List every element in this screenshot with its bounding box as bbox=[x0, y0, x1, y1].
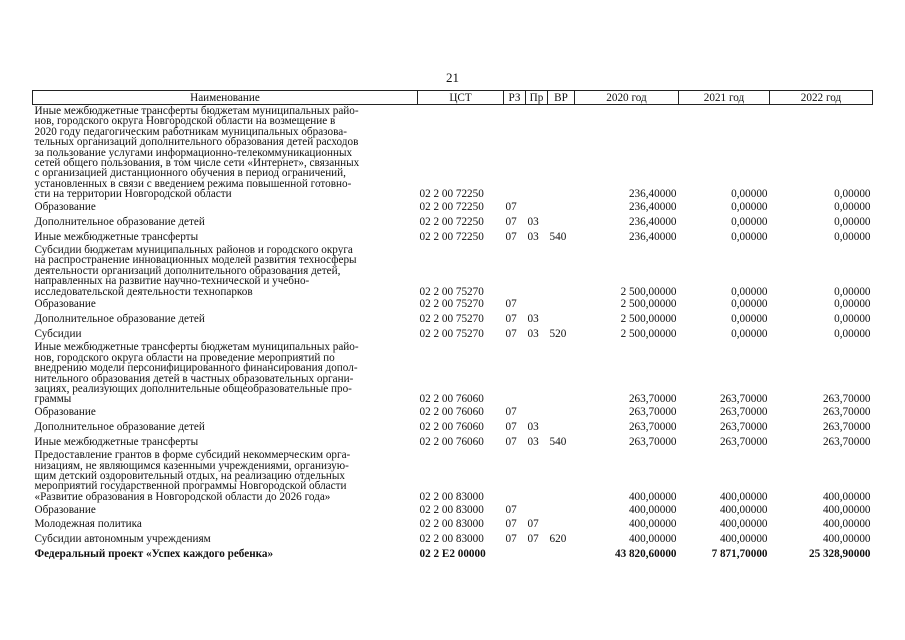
cell-2021: 400,00000 bbox=[719, 490, 768, 503]
table-row bbox=[33, 327, 873, 342]
cell-vr bbox=[548, 449, 575, 502]
cell-cst: 02 2 00 75270 bbox=[419, 285, 484, 298]
cell-cst: 02 2 E2 00000 bbox=[419, 547, 486, 560]
cell-pr: 03 bbox=[527, 313, 539, 326]
budget-table bbox=[32, 90, 873, 561]
cell-2022: 263,70000 bbox=[822, 393, 871, 406]
cell-2022: 0,00000 bbox=[834, 327, 871, 340]
table-row bbox=[33, 200, 873, 215]
cell-pr: 03 bbox=[527, 215, 539, 228]
name-line: Образование bbox=[34, 298, 96, 311]
cell-rz bbox=[504, 449, 526, 502]
cell-vr bbox=[548, 244, 575, 297]
cell-2020: 400,00000 bbox=[628, 503, 677, 516]
cell-2021: 0,00000 bbox=[731, 285, 768, 298]
cell-pr bbox=[526, 547, 548, 562]
cell-pr: 03 bbox=[527, 435, 539, 448]
cell-2021: 0,00000 bbox=[731, 201, 768, 214]
cell-2022: 0,00000 bbox=[834, 201, 871, 214]
name-line: Дополнительное образование детей bbox=[34, 420, 205, 433]
cell-2021: 263,70000 bbox=[719, 435, 768, 448]
cell-rz bbox=[504, 105, 526, 200]
cell-rz: 07 bbox=[505, 503, 517, 516]
name-line: деятельности организаций дополнительного образования детей, bbox=[34, 264, 341, 277]
cell-name bbox=[33, 214, 418, 229]
name-line: низациям, не являющимся казенными учреждениями, организую- bbox=[34, 459, 349, 472]
name-line: с организацией дистанционного обучения в период ограничений, bbox=[34, 167, 346, 180]
table-row bbox=[33, 434, 873, 449]
table-row bbox=[33, 297, 873, 312]
cell-name bbox=[33, 502, 418, 517]
cell-vr: 540 bbox=[549, 230, 567, 243]
name-line: Дополнительное образование детей bbox=[34, 313, 205, 326]
cell-rz: 07 bbox=[505, 420, 517, 433]
name-line: граммы bbox=[34, 393, 72, 406]
cell-cst: 02 2 00 83000 bbox=[419, 503, 484, 516]
cell-pr bbox=[526, 200, 548, 215]
cell-2020: 263,70000 bbox=[628, 435, 677, 448]
cell-name bbox=[33, 341, 418, 404]
cell-cst: 02 2 00 76060 bbox=[419, 406, 484, 419]
page-number: 21 bbox=[446, 70, 459, 85]
name-line: на распространение инновационных моделей развития техносферы bbox=[34, 254, 357, 267]
cell-vr bbox=[548, 420, 575, 435]
cell-2020: 263,70000 bbox=[628, 393, 677, 406]
cell-cst: 02 2 00 83000 bbox=[419, 490, 484, 503]
name-line: Субсидии бюджетам муниципальных районов и городского округа bbox=[34, 244, 353, 256]
table-row bbox=[33, 229, 873, 244]
cell-cst: 02 2 00 76060 bbox=[419, 420, 484, 433]
cell-pr: 03 bbox=[527, 327, 539, 340]
cell-rz bbox=[504, 341, 526, 404]
cell-vr bbox=[548, 312, 575, 327]
name-line: Иные межбюджетные трансферты bbox=[34, 230, 199, 243]
table-row bbox=[33, 214, 873, 229]
name-line: Иные межбюджетные трансферты бюджетам муниципальных райо- bbox=[34, 341, 359, 354]
cell-name bbox=[33, 449, 418, 502]
cell-2020: 43 820,60000 bbox=[614, 547, 677, 560]
cell-vr bbox=[548, 200, 575, 215]
cell-2021: 0,00000 bbox=[731, 327, 768, 340]
cell-2020: 2 500,00000 bbox=[620, 285, 677, 298]
cell-2022: 263,70000 bbox=[822, 406, 871, 419]
name-line: Субсидии bbox=[34, 327, 82, 340]
cell-pr bbox=[526, 405, 548, 420]
cell-vr bbox=[548, 502, 575, 517]
name-line: Молодежная политика bbox=[34, 518, 142, 531]
cell-name bbox=[33, 405, 418, 420]
cell-2021: 400,00000 bbox=[719, 518, 768, 531]
cell-2022: 400,00000 bbox=[822, 503, 871, 516]
cell-cst: 02 2 00 75270 bbox=[419, 327, 484, 340]
cell-2021: 263,70000 bbox=[719, 393, 768, 406]
cell-vr bbox=[548, 547, 575, 562]
cell-rz: 07 bbox=[505, 230, 517, 243]
name-line: нов, городского округа области на проведение мероприятий по bbox=[34, 351, 335, 364]
cell-2020: 236,40000 bbox=[628, 230, 677, 243]
name-line: Иные межбюджетные трансферты бюджетам муниципальных райо- bbox=[34, 105, 359, 117]
table-row bbox=[33, 105, 873, 200]
header-vr: ВР bbox=[548, 91, 575, 105]
table-row bbox=[33, 532, 873, 547]
name-line: сти на территории Новгородской области bbox=[34, 188, 232, 201]
name-line: тельных организаций дополнительного образования детей расходов bbox=[34, 136, 359, 149]
cell-pr: 07 bbox=[527, 518, 539, 531]
name-line: Федеральный проект «Успех каждого ребенка» bbox=[34, 547, 274, 560]
header-rz: РЗ bbox=[504, 91, 526, 105]
cell-2021: 400,00000 bbox=[719, 533, 768, 546]
name-line: Образование bbox=[34, 406, 96, 419]
name-line: сетей общего пользования, в том числе сети «Интернет», связанных bbox=[34, 157, 360, 170]
cell-pr: 03 bbox=[527, 420, 539, 433]
cell-2022: 400,00000 bbox=[822, 518, 871, 531]
name-line: Образование bbox=[34, 201, 96, 214]
cell-cst: 02 2 00 83000 bbox=[419, 518, 484, 531]
name-line: мероприятий государственной программы Новгородской области bbox=[34, 480, 347, 493]
cell-2022: 0,00000 bbox=[834, 230, 871, 243]
cell-pr: 03 bbox=[527, 230, 539, 243]
table-row bbox=[33, 244, 873, 297]
name-line: направленных на развитие научно-технической и учебно- bbox=[34, 275, 310, 288]
cell-rz: 07 bbox=[505, 201, 517, 214]
cell-2021: 0,00000 bbox=[731, 298, 768, 311]
name-line: за пользование услугами информационно-телекоммуникационных bbox=[34, 146, 353, 159]
cell-name bbox=[33, 244, 418, 297]
cell-name bbox=[33, 434, 418, 449]
cell-vr: 520 bbox=[549, 327, 567, 340]
cell-cst: 02 2 00 75270 bbox=[419, 313, 484, 326]
cell-2022: 25 328,90000 bbox=[808, 547, 871, 560]
name-line: Иные межбюджетные трансферты bbox=[34, 435, 199, 448]
cell-2020: 263,70000 bbox=[628, 420, 677, 433]
cell-2020: 236,40000 bbox=[628, 201, 677, 214]
cell-rz: 07 bbox=[505, 215, 517, 228]
table-header bbox=[33, 91, 873, 105]
cell-2022: 400,00000 bbox=[822, 490, 871, 503]
name-line: зациях, реализующих дополнительные общеобразовательные про- bbox=[34, 383, 352, 395]
cell-pr bbox=[526, 502, 548, 517]
name-line: щим детский оздоровительный отдых, на реализацию отдельных bbox=[34, 469, 346, 482]
name-line: нов, городского округа Новгородской области на возмещение в bbox=[34, 115, 336, 128]
cell-rz: 07 bbox=[505, 435, 517, 448]
cell-name bbox=[33, 420, 418, 435]
name-line: 2020 году педагогическим работникам муниципальных образова- bbox=[34, 125, 347, 138]
name-line: установленных в связи с введением режима повышенной готовно- bbox=[34, 177, 352, 190]
cell-vr bbox=[548, 405, 575, 420]
cell-name bbox=[33, 547, 418, 562]
cell-rz: 07 bbox=[505, 298, 517, 311]
cell-cst: 02 2 00 72250 bbox=[419, 230, 484, 243]
cell-pr: 07 bbox=[527, 533, 539, 546]
cell-rz: 07 bbox=[505, 327, 517, 340]
cell-2020: 2 500,00000 bbox=[620, 298, 677, 311]
cell-cst: 02 2 00 72250 bbox=[419, 215, 484, 228]
cell-cst: 02 2 00 83000 bbox=[419, 533, 484, 546]
name-line: Дополнительное образование детей bbox=[34, 215, 205, 228]
cell-pr bbox=[526, 105, 548, 200]
cell-2020: 400,00000 bbox=[628, 518, 677, 531]
cell-2022: 0,00000 bbox=[834, 215, 871, 228]
cell-pr bbox=[526, 244, 548, 297]
cell-2021: 263,70000 bbox=[719, 406, 768, 419]
cell-2020: 263,70000 bbox=[628, 406, 677, 419]
cell-2021: 7 871,70000 bbox=[711, 547, 768, 560]
cell-vr: 540 bbox=[549, 435, 567, 448]
table-row bbox=[33, 517, 873, 532]
header-cst: ЦСТ bbox=[418, 91, 504, 105]
cell-rz: 07 bbox=[505, 406, 517, 419]
cell-name bbox=[33, 517, 418, 532]
cell-vr: 620 bbox=[549, 533, 567, 546]
cell-2020: 236,40000 bbox=[628, 215, 677, 228]
name-line: внедрению модели персонифицированного финансирования допол- bbox=[34, 362, 358, 375]
name-line: нительного образования детей в частных образовательных органи- bbox=[34, 372, 354, 385]
cell-cst: 02 2 00 76060 bbox=[419, 435, 484, 448]
table-row bbox=[33, 341, 873, 404]
cell-2021: 0,00000 bbox=[731, 313, 768, 326]
cell-rz: 07 bbox=[505, 518, 517, 531]
cell-2022: 0,00000 bbox=[834, 188, 871, 201]
cell-name bbox=[33, 327, 418, 342]
cell-name bbox=[33, 229, 418, 244]
name-line: Субсидии автономным учреждениям bbox=[34, 533, 211, 546]
cell-cst: 02 2 00 72250 bbox=[419, 201, 484, 214]
header-pr: Пр bbox=[526, 91, 548, 105]
header-2021: 2021 год bbox=[679, 91, 770, 105]
header-2022: 2022 год bbox=[770, 91, 873, 105]
table-row bbox=[33, 405, 873, 420]
cell-cst: 02 2 00 76060 bbox=[419, 393, 484, 406]
cell-vr bbox=[548, 517, 575, 532]
cell-2020: 236,40000 bbox=[628, 188, 677, 201]
cell-rz bbox=[504, 547, 526, 562]
table-row bbox=[33, 420, 873, 435]
header-2020: 2020 год bbox=[575, 91, 679, 105]
cell-name bbox=[33, 105, 418, 200]
table-row bbox=[33, 449, 873, 502]
cell-2022: 0,00000 bbox=[834, 298, 871, 311]
cell-cst: 02 2 00 72250 bbox=[419, 188, 484, 201]
cell-rz: 07 bbox=[505, 313, 517, 326]
table-row bbox=[33, 502, 873, 517]
cell-2022: 263,70000 bbox=[822, 420, 871, 433]
cell-2020: 400,00000 bbox=[628, 490, 677, 503]
cell-name bbox=[33, 200, 418, 215]
cell-2021: 0,00000 bbox=[731, 230, 768, 243]
cell-vr bbox=[548, 297, 575, 312]
name-line: Образование bbox=[34, 503, 96, 516]
cell-2021: 263,70000 bbox=[719, 420, 768, 433]
cell-2022: 263,70000 bbox=[822, 435, 871, 448]
cell-name bbox=[33, 312, 418, 327]
cell-name bbox=[33, 532, 418, 547]
name-line: Предоставление грантов в форме субсидий некоммерческим орга- bbox=[34, 449, 351, 462]
cell-2020: 2 500,00000 bbox=[620, 327, 677, 340]
name-line: «Развитие образования в Новгородской области до 2026 года» bbox=[34, 490, 331, 503]
cell-2022: 0,00000 bbox=[834, 313, 871, 326]
cell-vr bbox=[548, 105, 575, 200]
cell-rz: 07 bbox=[505, 533, 517, 546]
cell-vr bbox=[548, 214, 575, 229]
cell-2020: 2 500,00000 bbox=[620, 313, 677, 326]
cell-name bbox=[33, 297, 418, 312]
cell-2020: 400,00000 bbox=[628, 533, 677, 546]
cell-2021: 0,00000 bbox=[731, 188, 768, 201]
cell-pr bbox=[526, 341, 548, 404]
cell-vr bbox=[548, 341, 575, 404]
name-line: исследовательской деятельности технопарков bbox=[34, 285, 253, 298]
cell-2021: 400,00000 bbox=[719, 503, 768, 516]
cell-cst: 02 2 00 75270 bbox=[419, 298, 484, 311]
cell-rz bbox=[504, 244, 526, 297]
header-name: Наименование bbox=[33, 91, 418, 105]
cell-2022: 400,00000 bbox=[822, 533, 871, 546]
table-row bbox=[33, 312, 873, 327]
cell-2022: 0,00000 bbox=[834, 285, 871, 298]
table-row bbox=[33, 547, 873, 562]
table-body bbox=[33, 105, 873, 562]
cell-pr bbox=[526, 297, 548, 312]
cell-pr bbox=[526, 449, 548, 502]
cell-2021: 0,00000 bbox=[731, 215, 768, 228]
